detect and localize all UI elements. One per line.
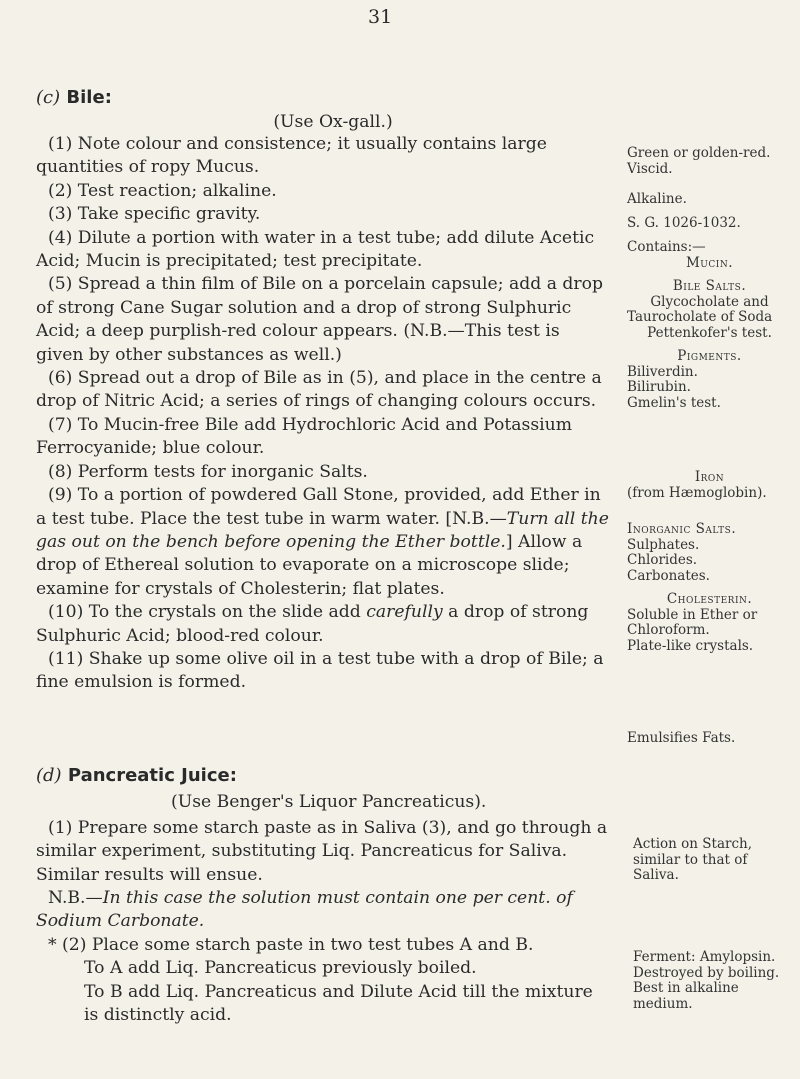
sidenote-emulsifies: Emulsifies Fats.: [627, 730, 736, 746]
pancreatic-heading: [36, 764, 610, 787]
sidenote-contains: Contains:—: [627, 239, 706, 255]
bile-section: [36, 86, 610, 135]
pancreatic-item-1: (1) Prepare some starch paste as in Saliva (3), and go through a similar experiment, substituting Liq. Pancreaticus for Saliva. Similar results will ensue.: [36, 817, 608, 885]
bile-item-11: (11) Shake up some olive oil in a test tube with a drop of Bile; a fine emulsion is formed.: [36, 648, 604, 693]
bile-item-10-b: a drop of strong Sulphuric Acid; blood-red colour.: [36, 602, 589, 646]
sidenote-taurocholate: Taurocholate of Soda: [627, 309, 773, 325]
pancreatic-nb: [36, 887, 610, 934]
sidenote-inorganic-salts: Inorganic Salts.: [627, 521, 737, 537]
sidenote-gmelin: Gmelin's test.: [627, 394, 721, 411]
bile-item-6: (6) Spread out a drop of Bile as in (5), and place in the centre a drop of Nitric Acid; a series of rings of changing colours occurs.: [36, 368, 602, 412]
pancreatic-label: (d): [36, 765, 62, 786]
bile-label: (c): [36, 87, 61, 108]
sidenote-contains-block: [627, 240, 792, 411]
sidenote-pettenkofer: Pettenkofer's test.: [647, 324, 772, 341]
sidenote-iron: Iron: [694, 469, 725, 485]
bile-heading: [36, 86, 610, 109]
pancreatic-item-2: * (2) Place some starch paste in two test tubes A and B.: [48, 934, 534, 955]
sidenote-ferment-block: [627, 950, 792, 1012]
bile-item-9-b: ] Allow a drop of Ethereal solution to evaporate on a microscope slide; examine for crystals of Cholesterin; flat plates.: [36, 531, 583, 599]
sidenote-destroyed: Destroyed by boiling.: [633, 964, 780, 981]
sidenote-soluble: Soluble in Ether or Chloroform.: [627, 606, 758, 638]
bile-item-10-a: (10) To the crystals on the slide add: [48, 602, 367, 623]
pancreatic-item-2-a: To A add Liq. Pancreaticus previously boiled.: [84, 958, 477, 979]
sidenote-iron-block: [627, 470, 792, 501]
bile-item-8: (8) Perform tests for inorganic Salts.: [48, 461, 368, 482]
bile-title: Bile:: [66, 87, 112, 108]
pancreatic-section: [36, 764, 610, 1027]
sidenote-inorganic-block: [627, 522, 792, 654]
pancreatic-item-2-b: To B add Liq. Pancreaticus and Dilute Acid till the mixture is distinctly acid.: [84, 981, 593, 1026]
sidenote-mucin: Mucin.: [685, 254, 733, 271]
sidenote-haemoglobin: (from Hæmoglobin).: [627, 484, 767, 501]
pancreatic-nb-italic: In this case the solution must contain one per cent. of Sodium Carbonate.: [36, 888, 573, 932]
bile-item-9: [36, 484, 610, 601]
sidenote-ferment: Ferment: Amylopsin.: [633, 949, 776, 965]
bile-item-7: (7) To Mucin-free Bile add Hydrochloric Acid and Potassium Ferrocyanide; blue colour.: [36, 414, 573, 459]
bile-item-9-a: (9) To a portion of powdered Gall Stone, provided, add Ether in a test tube. Place the test tube in warm water. [N.B.—: [36, 485, 601, 529]
bile-item-9-italic: Turn all the gas out on the bench before opening the Ether bottle.: [36, 508, 609, 552]
page-number: 31: [368, 6, 393, 28]
sidenote-chlorides: Chlorides.: [627, 552, 698, 568]
sidenote-specific-gravity: S. G. 1026-1032.: [627, 215, 741, 231]
bile-item-2: (2) Test reaction; alkaline.: [48, 180, 277, 201]
sidenote-carbonates: Carbonates.: [627, 567, 710, 584]
sidenote-bile-salts: Bile Salts.: [672, 278, 747, 294]
bile-item-5: (5) Spread a thin film of Bile on a porcelain capsule; add a drop of strong Cane Sugar solution and a drop of strong Sulphuric Acid; a deep purplish-red colour appears. (N.B.—This test is given by other substances as well.): [36, 274, 603, 365]
sidenote-alkaline: Alkaline.: [627, 191, 687, 207]
bile-item-1: (1) Note colour and consistence; it usually contains large quantities of ropy Mucus.: [36, 134, 547, 178]
sidenote-plate-crystals: Plate-like crystals.: [627, 637, 754, 654]
pancreatic-nb-prefix: N.B.—: [48, 888, 103, 909]
sidenote-cholesterin: Cholesterin.: [666, 591, 753, 607]
bile-item-10-italic: carefully: [366, 602, 443, 623]
bile-items-1-3: [36, 133, 610, 695]
bile-item-4: (4) Dilute a portion with water in a test tube; add dilute Acetic Acid; Mucin is precipitated; test precipitate.: [36, 227, 595, 272]
sidenote-sulphates: Sulphates.: [627, 536, 700, 553]
bile-item-10: [36, 601, 610, 648]
sidenote-pigments: Pigments.: [677, 348, 742, 364]
sidenote-glycocholate: Glycocholate and: [650, 293, 769, 310]
sidenote-bilirubin: Bilirubin.: [627, 379, 691, 395]
bile-use-note: (Use Ox-gall.): [273, 112, 393, 133]
sidenote-biliverdin: Biliverdin.: [627, 363, 698, 380]
sidenote-colour: Green or golden-red. Viscid.: [627, 145, 771, 177]
pancreatic-use-note: (Use Benger's Liquor Pancreaticus).: [171, 792, 487, 813]
pancreatic-title: Pancreatic Juice:: [67, 765, 237, 786]
sidenote-best-alkaline: Best in alkaline medium.: [633, 980, 739, 1012]
sidenote-action-starch: Action on Starch, similar to that of Saliva.: [633, 836, 753, 883]
bile-item-3: (3) Take specific gravity.: [48, 204, 261, 225]
